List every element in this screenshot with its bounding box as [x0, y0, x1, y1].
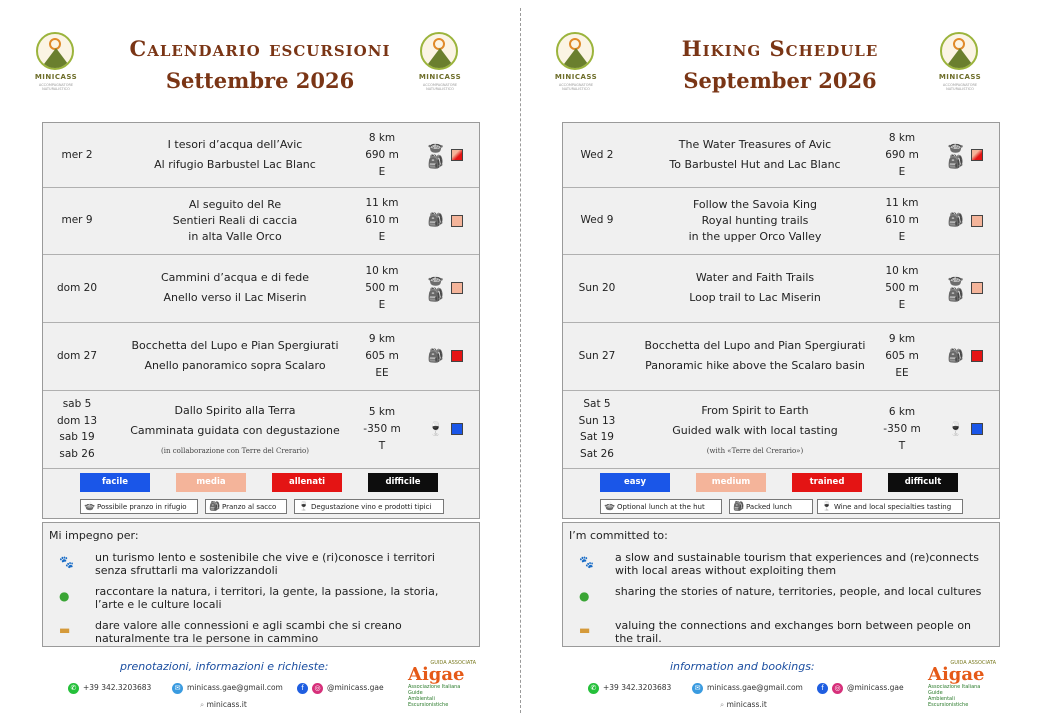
- description-line: Al seguito del Re: [188, 197, 282, 211]
- aigae-logo: [408, 660, 476, 708]
- description-line: To Barbustel Hut and Lac Blanc: [669, 158, 841, 171]
- hike-stats: [357, 404, 407, 455]
- date-line: Sat 19: [580, 431, 614, 443]
- title-line-1: Hiking Schedule: [681, 36, 879, 61]
- contact-text: @minicass.gae: [327, 683, 384, 692]
- tree-icon: ●: [579, 589, 590, 603]
- hike-description: [115, 137, 355, 173]
- logo-name: MINICASS: [938, 73, 982, 81]
- difficulty-badge: [451, 215, 463, 227]
- hike-description: [635, 197, 875, 245]
- hike-stats: [877, 404, 927, 455]
- tree-icon: ●: [59, 589, 70, 603]
- legend-wine: [817, 499, 963, 514]
- aigae-line-1: Associazione Italiana Guide: [928, 684, 981, 696]
- legend-easy: easy: [600, 473, 670, 492]
- date-line: mer 9: [61, 214, 93, 227]
- hike-table: [562, 122, 1000, 519]
- hike-date: [47, 396, 107, 462]
- description-line: Sentieri Reali di caccia: [172, 213, 298, 227]
- hike-table: [42, 122, 480, 519]
- legend-label: Pranzo al sacco: [222, 503, 277, 511]
- stat-km: 5 km: [368, 405, 396, 418]
- minicass-logo: [28, 32, 84, 94]
- date-line: sab 5: [62, 398, 92, 410]
- hike-icons: [425, 213, 449, 228]
- hike-icons: [945, 140, 969, 170]
- packed-lunch-icon: 🎒: [947, 348, 965, 364]
- contact-text: minicass.gae@gmail.com: [707, 683, 803, 692]
- commitments-heading: Mi impegno per:: [49, 529, 139, 542]
- stat-grade: E: [378, 298, 386, 311]
- stat-km: 9 km: [888, 332, 916, 345]
- legend-trained: trained: [792, 473, 862, 492]
- logo-name: MINICASS: [554, 73, 598, 81]
- hike-icons: [425, 273, 449, 303]
- hike-date: [47, 147, 107, 164]
- hike-description: [635, 137, 875, 173]
- description-line: Follow the Savoia King: [692, 197, 818, 211]
- stat-km: 6 km: [888, 405, 916, 418]
- footer-title: information and bookings:: [670, 660, 815, 673]
- title-line-2: Settembre 2026: [165, 68, 355, 93]
- contact-email[interactable]: [172, 682, 283, 694]
- hike-icons: [945, 349, 969, 364]
- website-link[interactable]: [200, 700, 247, 710]
- hike-date: [567, 212, 627, 229]
- stat-elev: -350 m: [363, 422, 401, 435]
- logo-tagline: ACCOMPAGNATORE NATURALISTICO: [38, 83, 74, 91]
- hike-description: [115, 338, 355, 374]
- hike-date: [47, 280, 107, 297]
- contact-social[interactable]: [817, 682, 904, 694]
- whatsapp-icon: ✆: [68, 683, 79, 694]
- logo-tagline: ACCOMPAGNATORE NATURALISTICO: [422, 83, 458, 91]
- hike-date: [567, 147, 627, 164]
- hike-icons: [425, 422, 449, 437]
- hike-date: [567, 396, 627, 462]
- contact-text: minicass.gae@gmail.com: [187, 683, 283, 692]
- stat-km: 8 km: [888, 131, 916, 144]
- logo-tagline: ACCOMPAGNATORE NATURALISTICO: [558, 83, 594, 91]
- globe-icon: ⌕: [200, 700, 207, 709]
- whatsapp-icon: ✆: [588, 683, 599, 694]
- aigae-line-1: Associazione Italiana Guide: [408, 684, 461, 696]
- stat-km: 8 km: [368, 131, 396, 144]
- website-text: minicass.it: [726, 700, 767, 709]
- date-line: dom 20: [56, 281, 98, 294]
- hike-row[interactable]: [563, 322, 999, 391]
- logo-emblem-icon: [556, 32, 594, 70]
- hike-description: [635, 338, 875, 374]
- description-line: in alta Valle Orco: [188, 229, 282, 243]
- packed-lunch-icon: 🎒: [427, 348, 445, 364]
- aigae-line-2: Ambientali Escursionistiche: [408, 696, 449, 708]
- wine-tasting-icon: 🍷: [821, 502, 833, 512]
- date-line: sab 19: [59, 431, 95, 443]
- description-line: Bocchetta del Lupo e Pian Spergiurati: [131, 339, 339, 352]
- description-line: Dallo Spirito alla Terra: [174, 404, 296, 417]
- hike-stats: [877, 130, 927, 181]
- hike-stats: [357, 263, 407, 314]
- hike-date: [567, 280, 627, 297]
- description-line: Loop trail to Lac Miserin: [689, 291, 821, 304]
- date-line: Sun 13: [578, 414, 616, 427]
- legend-medium: media: [176, 473, 246, 492]
- stat-grade: E: [898, 298, 906, 311]
- lunch-hut-icon: 🍲: [84, 502, 96, 512]
- legend-wine: [294, 499, 444, 514]
- stat-grade: E: [898, 231, 906, 243]
- legend-medium: medium: [696, 473, 766, 492]
- description-line: in the upper Orco Valley: [688, 229, 822, 243]
- packed-lunch-icon: 🎒: [733, 502, 745, 512]
- hike-row[interactable]: [43, 123, 479, 188]
- description-line: Water and Faith Trails: [695, 271, 815, 284]
- packed-lunch-icon: 🎒: [209, 502, 221, 512]
- stat-km: 11 km: [365, 197, 399, 209]
- stat-grade: T: [898, 439, 906, 452]
- boot-icon: ▬: [59, 623, 71, 637]
- stat-elev: 690 m: [885, 148, 919, 161]
- description-line: From Spirit to Earth: [701, 404, 809, 417]
- description-line: Anello panoramico sopra Scalaro: [144, 359, 326, 372]
- aigae-name: Aigae: [928, 664, 985, 685]
- legend-label: Possibile pranzo in rifugio: [97, 503, 187, 511]
- date-line: sab 26: [59, 447, 95, 460]
- hike-stats: [357, 130, 407, 181]
- legend-trained: allenati: [272, 473, 342, 492]
- wine-tasting-icon: 🍷: [298, 502, 310, 512]
- difficulty-badge: [451, 282, 463, 294]
- packed-lunch-icon: 🎒: [947, 155, 965, 170]
- contact-text: +39 342.3203683: [83, 683, 152, 692]
- stat-grade: EE: [895, 366, 909, 379]
- lunch-hut-icon: 🍲: [947, 273, 965, 288]
- contact-phone[interactable]: [588, 682, 671, 694]
- legend-label: Degustazione vino e prodotti tipici: [311, 503, 432, 511]
- contact-phone[interactable]: [68, 682, 151, 694]
- hike-row[interactable]: [43, 187, 479, 255]
- stat-km: 9 km: [368, 332, 396, 345]
- minicass-logo: [412, 32, 468, 94]
- contact-email[interactable]: [692, 682, 803, 694]
- packed-lunch-icon: 🎒: [427, 288, 445, 303]
- title-line-1: Calendario escursioni: [129, 36, 391, 61]
- logo-name: MINICASS: [34, 73, 78, 81]
- lunch-hut-icon: 🍲: [427, 140, 445, 155]
- packed-lunch-icon: 🎒: [947, 213, 965, 228]
- aigae-top: GUIDA ASSOCIATA: [950, 660, 996, 666]
- minicass-logo: [548, 32, 604, 94]
- difficulty-badge: [451, 350, 463, 362]
- date-line: Wed 9: [580, 214, 614, 227]
- hike-date: [567, 348, 627, 365]
- wine-tasting-icon: 🍷: [427, 421, 445, 437]
- footprint-icon: 🐾: [579, 555, 594, 569]
- hike-stats: [877, 263, 927, 314]
- page-divider: [520, 8, 521, 713]
- packed-lunch-icon: 🎒: [427, 155, 445, 170]
- stat-km: 10 km: [885, 264, 919, 277]
- hike-date: [47, 212, 107, 229]
- aigae-top: GUIDA ASSOCIATA: [430, 660, 476, 666]
- stat-elev: 500 m: [885, 281, 919, 294]
- hike-description: [635, 403, 875, 459]
- commitment-item: sharing the stories of nature, territories, people, and local cultures: [615, 585, 982, 598]
- description-line: Camminata guidata con degustazione: [130, 424, 340, 437]
- website-link[interactable]: [720, 700, 767, 710]
- stat-grade: E: [378, 231, 386, 243]
- italian-page: [10, 0, 510, 720]
- legend-packed: [205, 499, 287, 514]
- stat-km: 10 km: [365, 264, 399, 277]
- hike-stats: [357, 195, 407, 246]
- legend-packed: [729, 499, 813, 514]
- stat-elev: 605 m: [365, 349, 399, 362]
- stat-elev: 690 m: [365, 148, 399, 161]
- stat-grade: T: [378, 439, 386, 452]
- contact-text: +39 342.3203683: [603, 683, 672, 692]
- hike-icons: [945, 273, 969, 303]
- lunch-hut-icon: 🍲: [947, 140, 965, 155]
- hike-row[interactable]: [43, 254, 479, 323]
- stat-km: 11 km: [885, 197, 919, 209]
- date-line: Sun 27: [578, 349, 616, 362]
- difficulty-badge: [971, 215, 983, 227]
- commitment-item: valuing the connections and exchanges born between people on the trail.: [615, 619, 972, 645]
- legend-lunch_hut: [80, 499, 198, 514]
- difficulty-badge: [451, 423, 463, 435]
- hike-stats: [357, 331, 407, 382]
- date-line: Sat 5: [583, 398, 611, 410]
- hike-row[interactable]: [43, 390, 479, 469]
- facebook-icon: f: [297, 683, 308, 694]
- facebook-icon: f: [817, 683, 828, 694]
- title-line-2: September 2026: [683, 68, 877, 93]
- hike-description: [635, 270, 875, 306]
- mountain-icon: [561, 48, 591, 68]
- hike-icons: [425, 140, 449, 170]
- mountain-icon: [425, 48, 455, 68]
- legend-label: Optional lunch at the hut: [617, 503, 705, 511]
- legend-difficult: difficile: [368, 473, 438, 492]
- commitment-item: raccontare la natura, i territori, la gente, la passione, la storia, l’arte e le culture locali: [95, 585, 439, 611]
- stat-elev: -350 m: [883, 422, 921, 435]
- stat-elev: 500 m: [365, 281, 399, 294]
- difficulty-badge: [971, 149, 983, 161]
- packed-lunch-icon: 🎒: [947, 288, 965, 303]
- minicass-logo: [932, 32, 988, 94]
- wine-tasting-icon: 🍷: [947, 421, 965, 437]
- contact-text: @minicass.gae: [847, 683, 904, 692]
- legend-lunch_hut: [600, 499, 722, 514]
- hike-row[interactable]: [563, 187, 999, 255]
- description-note: (with «Terre del Crerario»): [706, 447, 804, 455]
- mountain-icon: [41, 48, 71, 68]
- hike-stats: [877, 331, 927, 382]
- stat-grade: EE: [375, 366, 389, 379]
- packed-lunch-icon: 🎒: [427, 213, 445, 228]
- aigae-name: Aigae: [408, 664, 465, 685]
- commitments-heading: I’m committed to:: [569, 529, 668, 542]
- hike-description: [115, 197, 355, 245]
- difficulty-badge: [971, 282, 983, 294]
- date-line: Sun 20: [578, 281, 616, 294]
- description-line: Bocchetta del Lupo and Pian Spergiurati: [644, 339, 866, 352]
- legend-difficult: difficult: [888, 473, 958, 492]
- description-line: Cammini d’acqua e di fede: [160, 271, 310, 284]
- hike-row[interactable]: [43, 322, 479, 391]
- difficulty-badge: [971, 350, 983, 362]
- email-icon: ✉: [172, 683, 183, 694]
- description-line: Al rifugio Barbustel Lac Blanc: [154, 158, 316, 171]
- hike-icons: [945, 213, 969, 228]
- lunch-hut-icon: 🍲: [604, 502, 616, 512]
- date-line: mer 2: [61, 148, 93, 161]
- legend-easy: facile: [80, 473, 150, 492]
- stat-grade: E: [898, 165, 906, 178]
- commitment-item: dare valore alle connessioni e agli scambi che si creano naturalmente tra le persone in cammino: [95, 619, 402, 645]
- date-line: Wed 2: [580, 148, 614, 161]
- commitment-item: a slow and sustainable tourism that experiences and (re)connects with local areas without exploiting them: [615, 551, 979, 577]
- footprint-icon: 🐾: [59, 555, 74, 569]
- stat-grade: E: [378, 165, 386, 178]
- legend-label: Wine and local specialties tasting: [834, 503, 952, 511]
- instagram-icon: ◎: [832, 683, 843, 694]
- hike-row[interactable]: [563, 123, 999, 188]
- difficulty-legend: [563, 470, 999, 520]
- date-line: dom 27: [56, 349, 98, 362]
- stat-elev: 610 m: [365, 214, 399, 226]
- logo-tagline: ACCOMPAGNATORE NATURALISTICO: [942, 83, 978, 91]
- lunch-hut-icon: 🍲: [427, 273, 445, 288]
- difficulty-badge: [451, 149, 463, 161]
- aigae-logo: [928, 660, 996, 708]
- hike-date: [47, 348, 107, 365]
- hike-icons: [425, 349, 449, 364]
- difficulty-legend: [43, 470, 479, 520]
- website-text: minicass.it: [206, 700, 247, 709]
- difficulty-badge: [971, 423, 983, 435]
- hike-row[interactable]: [563, 390, 999, 469]
- boot-icon: ▬: [579, 623, 591, 637]
- mountain-icon: [945, 48, 975, 68]
- hike-row[interactable]: [563, 254, 999, 323]
- description-line: I tesori d’acqua dell’Avic: [167, 138, 303, 151]
- hike-description: [115, 270, 355, 306]
- description-line: Guided walk with local tasting: [672, 424, 838, 437]
- description-line: Royal hunting trails: [701, 213, 809, 227]
- commitments-box: [42, 522, 480, 647]
- commitments-box: [562, 522, 1000, 647]
- date-line: dom 13: [56, 414, 98, 427]
- description-line: Anello verso il Lac Miserin: [163, 291, 307, 304]
- hike-description: [115, 403, 355, 459]
- date-line: Sat 26: [580, 447, 614, 460]
- description-line: The Water Treasures of Avic: [678, 138, 832, 151]
- hike-icons: [945, 422, 969, 437]
- description-line: Panoramic hike above the Scalaro basin: [645, 359, 865, 372]
- stat-elev: 610 m: [885, 214, 919, 226]
- hike-stats: [877, 195, 927, 246]
- globe-icon: ⌕: [720, 700, 727, 709]
- logo-emblem-icon: [36, 32, 74, 70]
- footer-title: prenotazioni, informazioni e richieste:: [120, 660, 329, 673]
- stat-elev: 605 m: [885, 349, 919, 362]
- description-note: (in collaborazione con Terre del Crerario): [161, 447, 309, 455]
- logo-name: MINICASS: [418, 73, 462, 81]
- commitment-item: un turismo lento e sostenibile che vive e (ri)conosce i territori senza sfruttarli ma valorizzandoli: [95, 551, 435, 577]
- email-icon: ✉: [692, 683, 703, 694]
- contact-social[interactable]: [297, 682, 384, 694]
- logo-emblem-icon: [420, 32, 458, 70]
- logo-emblem-icon: [940, 32, 978, 70]
- english-page: [530, 0, 1030, 720]
- aigae-line-2: Ambientali Escursionistiche: [928, 696, 969, 708]
- legend-label: Packed lunch: [746, 503, 792, 511]
- instagram-icon: ◎: [312, 683, 323, 694]
